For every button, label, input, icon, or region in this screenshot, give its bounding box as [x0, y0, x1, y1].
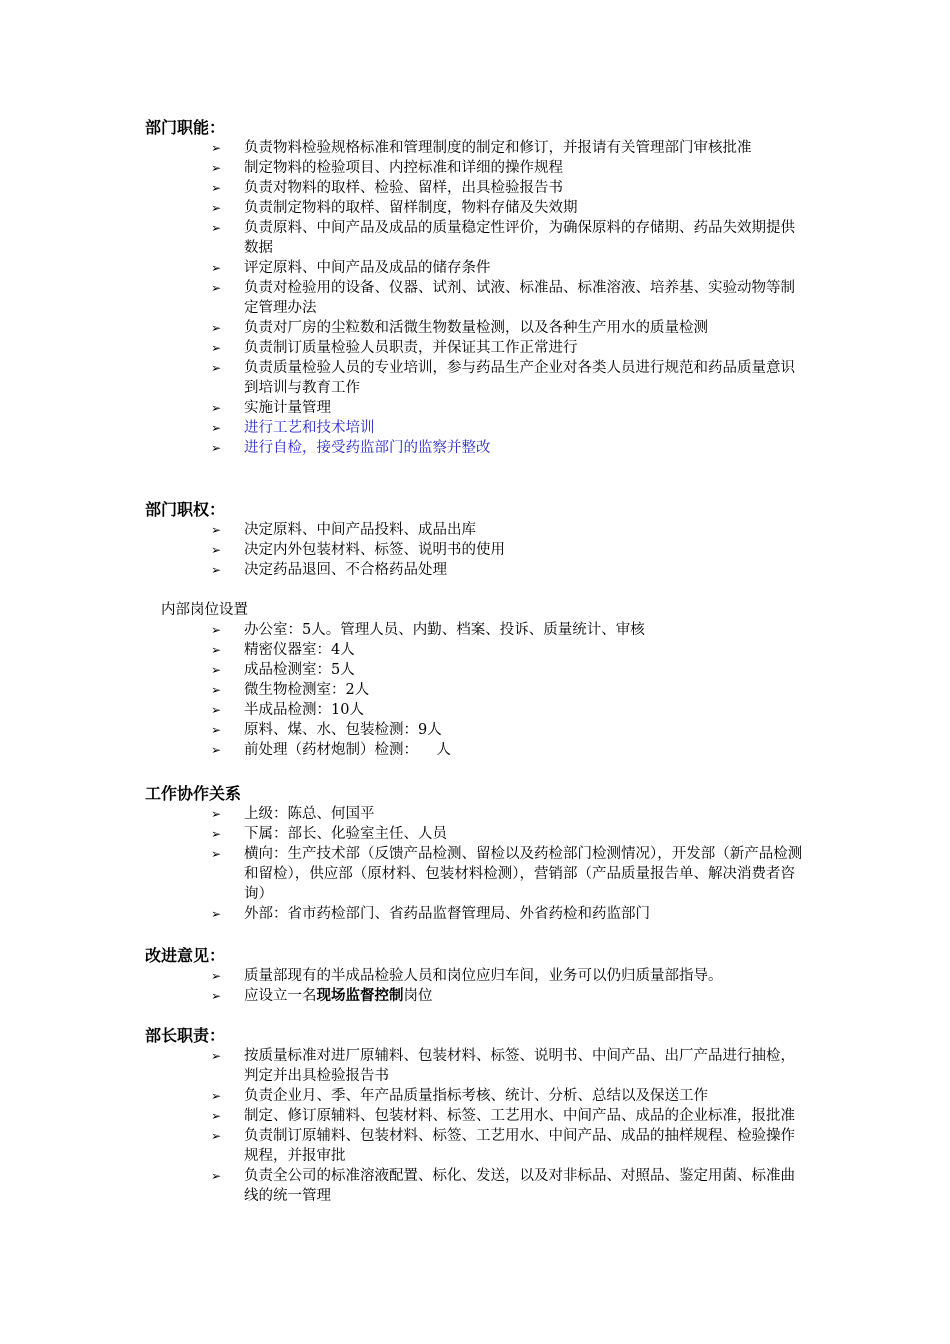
arrow-bullet-icon: ➢	[211, 723, 222, 737]
arrow-bullet-icon: ➢	[211, 261, 222, 275]
arrow-bullet-icon: ➢	[211, 201, 222, 215]
authority-list	[0, 520, 950, 580]
list-item: ➢ 决定原料、中间产品投料、成品出库	[211, 522, 476, 538]
arrow-bullet-icon: ➢	[211, 401, 222, 415]
arrow-bullet-icon: ➢	[211, 1049, 222, 1063]
arrow-bullet-icon: ➢	[211, 543, 222, 557]
list-item: ➢ 上级：陈总、何国平	[211, 806, 375, 822]
list-item: ➢ 按质量标准对进厂原辅料、包装材料、标签、说明书、中间产品、出厂产品进行抽检，判定并出具检验报告书	[211, 1048, 795, 1084]
arrow-bullet-icon: ➢	[211, 181, 222, 195]
list-item: ➢ 横向：生产技术部（反馈产品检测、留检以及药检部门检测情况），开发部（新产品检测和留检），供应部（原材料、包装材料检测），营销部（产品质量报告单、解决消费者咨询）	[211, 846, 803, 902]
arrow-bullet-icon: ➢	[211, 969, 222, 983]
list-item: ➢ 负责原料、中间产品及成品的质量稳定性评价，为确保原料的存储期、药品失效期提供数据	[211, 220, 795, 256]
arrow-bullet-icon: ➢	[211, 341, 222, 355]
positions-list	[0, 620, 950, 760]
section-title-improvements: 改进意见：	[145, 946, 226, 965]
arrow-bullet-icon: ➢	[211, 281, 222, 295]
section-title-authority: 部门职权：	[145, 500, 226, 519]
list-item: ➢ 负责企业月、季、年产品质量指标考核、统计、分析、总结以及保送工作	[211, 1088, 708, 1104]
arrow-bullet-icon: ➢	[211, 847, 222, 861]
section-title-minister: 部长职责：	[145, 1026, 226, 1045]
minister-list	[0, 1046, 950, 1206]
list-item: ➢ 负责全公司的标准溶液配置、标化、发送，以及对非标品、对照品、鉴定用菌、标准曲线的统一管理	[211, 1168, 795, 1204]
arrow-bullet-icon: ➢	[211, 441, 222, 455]
arrow-bullet-icon: ➢	[211, 663, 222, 677]
list-item: ➢ 负责质量检验人员的专业培训，参与药品生产企业对各类人员进行规范和药品质量意识到培训与教育工作	[211, 360, 795, 396]
list-item: ➢ 制定物料的检验项目、内控标准和详细的操作规程	[211, 160, 563, 176]
section-title-positions: 内部岗位设置	[161, 602, 248, 618]
arrow-bullet-icon: ➢	[211, 563, 222, 577]
list-item-link[interactable]: ➢ 进行自检，接受药监部门的监察并整改	[211, 440, 491, 456]
arrow-bullet-icon: ➢	[211, 141, 222, 155]
list-item: ➢ 质量部现有的半成品检验人员和岗位应归车间，业务可以仍归质量部指导。	[211, 968, 723, 984]
arrow-bullet-icon: ➢	[211, 161, 222, 175]
arrow-bullet-icon: ➢	[211, 1169, 222, 1183]
arrow-bullet-icon: ➢	[211, 989, 222, 1003]
list-item: ➢ 决定内外包装材料、标签、说明书的使用	[211, 542, 505, 558]
list-item: ➢ 精密仪器室：4人	[211, 642, 355, 658]
arrow-bullet-icon: ➢	[211, 827, 222, 841]
section-title-functions: 部门职能：	[145, 118, 226, 137]
list-item: ➢ 实施计量管理	[211, 400, 331, 416]
list-item: ➢ 负责物料检验规格标准和管理制度的制定和修订，并报请有关管理部门审核批准	[211, 140, 752, 156]
arrow-bullet-icon: ➢	[211, 703, 222, 717]
list-item: ➢ 负责对检验用的设备、仪器、试剂、试液、标准品、标准溶液、培养基、实验动物等制定管理办法	[211, 280, 795, 316]
arrow-bullet-icon: ➢	[211, 1129, 222, 1143]
functions-list	[0, 138, 950, 458]
arrow-bullet-icon: ➢	[211, 683, 222, 697]
arrow-bullet-icon: ➢	[211, 523, 222, 537]
list-item: ➢ 负责制定物料的取样、留样制度，物料存储及失效期	[211, 200, 578, 216]
arrow-bullet-icon: ➢	[211, 421, 222, 435]
relations-list	[0, 804, 950, 924]
list-item: ➢ 决定药品退回、不合格药品处理	[211, 562, 447, 578]
list-item: ➢ 原料、煤、水、包装检测：9人	[211, 722, 442, 738]
arrow-bullet-icon: ➢	[211, 807, 222, 821]
list-item: ➢ 制定、修订原辅料、包装材料、标签、工艺用水、中间产品、成品的企业标准，报批准	[211, 1108, 795, 1124]
emphasis-text: 现场监督控制	[316, 988, 404, 1004]
arrow-bullet-icon: ➢	[211, 1089, 222, 1103]
list-item: ➢ 成品检测室：5人	[211, 662, 355, 678]
arrow-bullet-icon: ➢	[211, 907, 222, 921]
section-title-relations: 工作协作关系	[145, 784, 242, 803]
list-item-link[interactable]: ➢ 进行工艺和技术培训	[211, 420, 375, 436]
arrow-bullet-icon: ➢	[211, 623, 222, 637]
arrow-bullet-icon: ➢	[211, 643, 222, 657]
list-item: ➢ 微生物检测室：2人	[211, 682, 370, 698]
list-item: ➢ 负责制订原辅料、包装材料、标签、工艺用水、中间产品、成品的抽样规程、检验操作规程，并报审批	[211, 1128, 795, 1164]
arrow-bullet-icon: ➢	[211, 743, 222, 757]
list-item: ➢ 办公室：5人。管理人员、内勤、档案、投诉、质量统计、审核	[211, 622, 645, 638]
arrow-bullet-icon: ➢	[211, 1109, 222, 1123]
list-item: ➢ 前处理（药材炮制）检测： 人	[211, 742, 451, 758]
arrow-bullet-icon: ➢	[211, 221, 222, 235]
list-item: ➢ 下属：部长、化验室主任、人员	[211, 826, 447, 842]
list-item: ➢ 评定原料、中间产品及成品的储存条件	[211, 260, 491, 276]
arrow-bullet-icon: ➢	[211, 321, 222, 335]
list-item: ➢ 负责对物料的取样、检验、留样，出具检验报告书	[211, 180, 563, 196]
list-item: ➢ 负责制订质量检验人员职责，并保证其工作正常进行	[211, 340, 578, 356]
arrow-bullet-icon: ➢	[211, 361, 222, 375]
list-item: ➢ 负责对厂房的尘粒数和活微生物数量检测，以及各种生产用水的质量检测	[211, 320, 708, 336]
list-item: ➢ 半成品检测：10人	[211, 702, 364, 718]
list-item: ➢ 应设立一名现场监督控制岗位	[211, 988, 433, 1004]
list-item: ➢ 外部：省市药检部门、省药品监督管理局、外省药检和药监部门	[211, 906, 650, 922]
improvements-list	[0, 966, 950, 1006]
